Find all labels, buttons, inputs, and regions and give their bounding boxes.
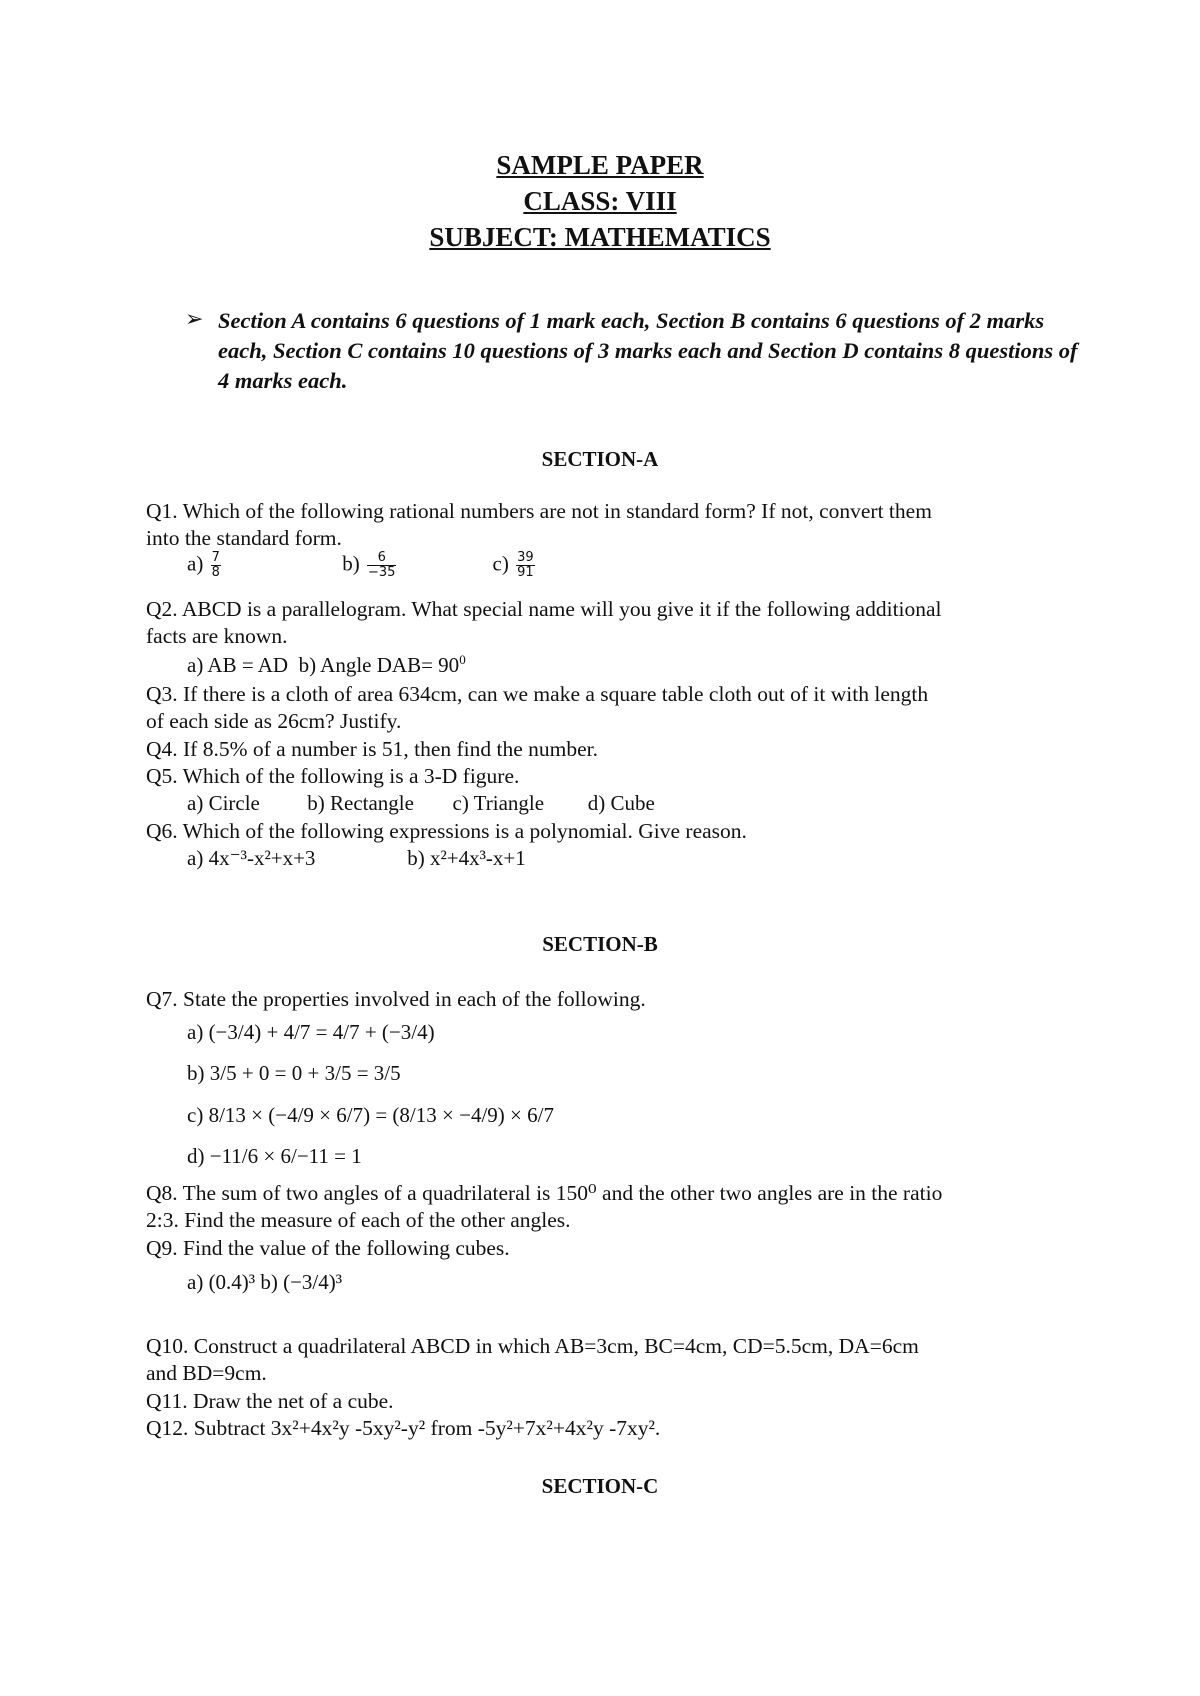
q1-options: [187, 551, 537, 580]
q7: Q7. State the properties involved in each of the following.: [146, 987, 646, 1011]
q1-option-a-label: a): [187, 551, 204, 576]
instructions: Section A contains 6 questions of 1 mark each, Section B contains 6 questions of 2 marks each, Section C contains 10 questions of 3 marks each and Section D contains 8 questions of 4 marks each.: [218, 308, 1078, 393]
q11: Q11. Draw the net of a cube.: [146, 1389, 394, 1413]
q10-line2: and BD=9cm.: [146, 1361, 267, 1385]
subject-label: SUBJECT: MATHEMATICS: [429, 222, 771, 252]
q1-line2: into the standard form.: [146, 526, 342, 550]
q5-option-c: c) Triangle: [452, 791, 545, 815]
q1-option-c-label: c): [492, 551, 509, 576]
q2-option-b: b) Angle DAB= 90: [298, 653, 460, 677]
paper-title: SAMPLE PAPER: [496, 150, 704, 180]
q7-part-b: b) 3/5 + 0 = 0 + 3/5 = 3/5: [187, 1061, 401, 1085]
q8-line2: 2:3. Find the measure of each of the other angles.: [146, 1208, 571, 1232]
q9-options: a) (0.4)³ b) (−3/4)³: [187, 1270, 343, 1294]
section-a-title: SECTION-A: [541, 447, 659, 471]
q7-part-a: a) (−3/4) + 4/7 = 4/7 + (−3/4): [187, 1020, 435, 1044]
q2-option-a: a) AB = AD: [187, 653, 289, 677]
q7-part-c: c) 8/13 × (−4/9 × 6/7) = (8/13 × −4/9) × 6/7: [187, 1103, 554, 1127]
q7-part-d: d) −11/6 × 6/−11 = 1: [187, 1144, 362, 1168]
q6-option-a: a) 4x⁻³-x²+x+3: [187, 846, 316, 870]
q8-line1: Q8. The sum of two angles of a quadrilateral is 150⁰ and the other two angles are in the ratio: [146, 1181, 943, 1205]
section-c-title: SECTION-C: [541, 1474, 659, 1498]
q1-option-c-fraction: $\frac{39}{91}$: [517, 550, 534, 580]
q2-line1: Q2. ABCD is a parallelogram. What special name will you give it if the following additional: [146, 597, 942, 621]
q6-options: [187, 846, 526, 871]
q6: Q6. Which of the following expressions is a polynomial. Give reason.: [146, 819, 747, 843]
q4: Q4. If 8.5% of a number is 51, then find the number.: [146, 737, 599, 761]
q2-line2: facts are known.: [146, 624, 288, 648]
q5: Q5. Which of the following is a 3-D figure.: [146, 764, 520, 788]
q2-option-b-degree: 0: [459, 652, 466, 667]
q2-options: [187, 652, 466, 678]
q3-line1: Q3. If there is a cloth of area 634cm, can we make a square table cloth out of it with length: [146, 682, 929, 706]
q5-option-a: a) Circle: [187, 791, 260, 815]
q1-option-a-fraction: $\frac{7}{8}$: [211, 550, 220, 580]
q1-option-b-label: b): [342, 551, 360, 576]
class-label: CLASS: VIII: [523, 186, 677, 216]
q3-line2: of each side as 26cm? Justify.: [146, 709, 402, 733]
q6-option-b: b) x²+4x³-x+1: [407, 846, 526, 870]
q1-line1: Q1. Which of the following rational numbers are not in standard form? If not, convert them: [146, 499, 932, 523]
q9: Q9. Find the value of the following cubes.: [146, 1236, 510, 1260]
q5-options: [187, 791, 655, 816]
q5-option-b: b) Rectangle: [307, 791, 414, 815]
q5-option-d: d) Cube: [587, 791, 655, 815]
q10-line1: Q10. Construct a quadrilateral ABCD in which AB=3cm, BC=4cm, CD=5.5cm, DA=6cm: [146, 1334, 919, 1358]
arrow-bullet-icon: ➢: [185, 306, 204, 331]
q1-option-b-fraction: $\frac{6}{-35}$: [368, 550, 396, 580]
section-b-title: SECTION-B: [542, 932, 658, 956]
q12: Q12. Subtract 3x²+4x²y -5xy²-y² from -5y²+7x²+4x²y -7xy².: [146, 1416, 661, 1440]
